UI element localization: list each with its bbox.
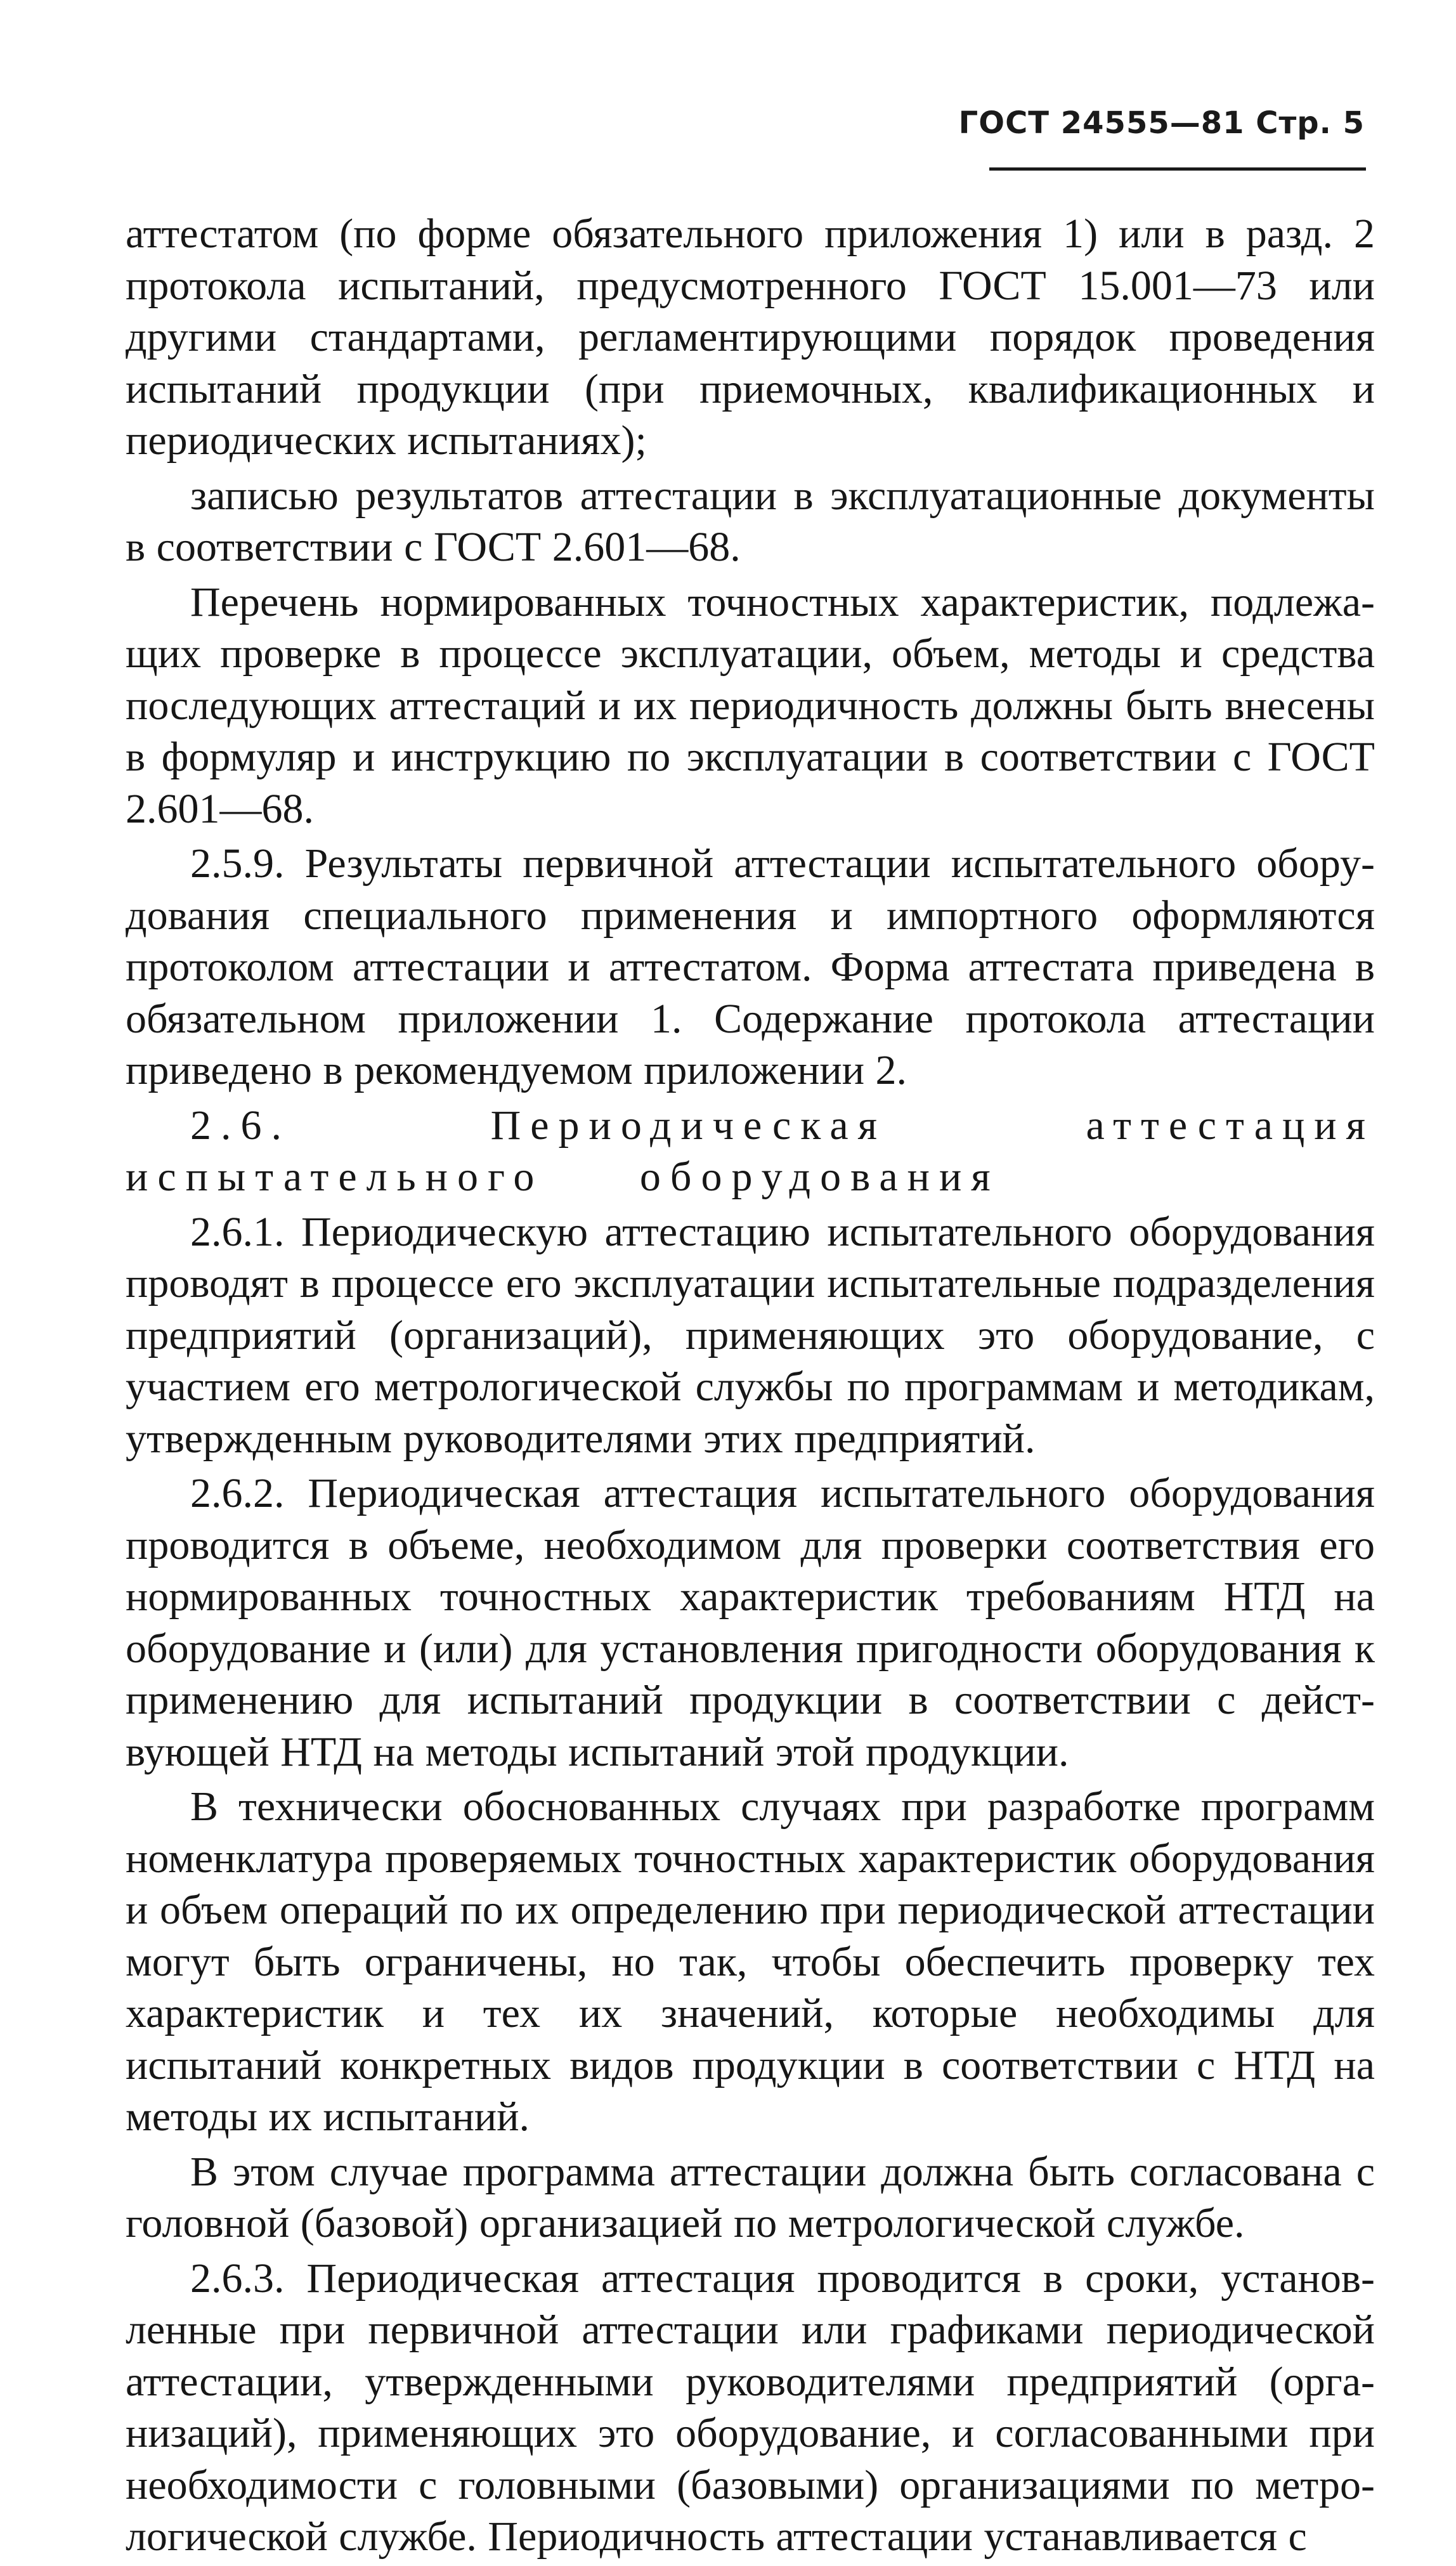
paragraph: Перечень нормированных точностных характеристик, подлежащих проверке в процессе эксплуатации, объем, методы и средства последующих аттестаций и их периодичность должны быть внесены в формуляр и инструкцию по эксплуатации в соответствии с ГОСТ 2.601—68. — [126, 578, 1375, 832]
paragraph-clause-2-5-9: 2.5.9. Результаты первичной аттестации испытательного оборудования специального применения и импортного оформляются протоколом аттестации и аттестатом. Форма аттестата приведена в обязательном приложении 1. Содержание протокола аттестации приведено в рекомендуемом приложении 2. — [126, 840, 1375, 1093]
paragraph-clause-2-6-1: 2.6.1. Периодическую аттестацию испытательного оборудования проводят в процессе его эксплуатации испытательные подразделения предприятий (организаций), применяющих это оборудование, с участием его метрологической службы по программам и методикам, утвержденным руководителями этих предприятий. — [126, 1208, 1375, 1462]
paragraph-clause-2-6-3: 2.6.3. Периодическая аттестация проводится в сроки, установленные при первичной аттестации или графиками периодической аттестации, утвержденными руководителями предприятий (организаций), применяющих это оборудование, и согласованными при необходимости с головными (базовыми) организациями по метрологической службе. Периодичность аттестации устанавливается с — [126, 2255, 1375, 2560]
section-heading-2-6: 2.6. Периодическая аттестация испытательного оборудования — [126, 1102, 1375, 1200]
paragraph-clause-2-6-2: 2.6.2. Периодическая аттестация испытательного оборудования проводится в объеме, необходимом для проверки соответствия его нормированных точностных характеристик требованиям НТД на оборудование и (или) для установления пригодности оборудования к применению для испытаний продукции в соответствии с действующей НТД на методы испытаний этой продукции. — [126, 1470, 1375, 1775]
running-header: ГОСТ 24555—81 Стр. 5 — [958, 105, 1365, 141]
paragraph: В технически обоснованных случаях при разработке программ номенклатура проверяемых точностных характеристик оборудования и объем операций по их определению при периодической аттестации могут быть ограничены, но так, чтобы обеспечить проверку тех характеристик и тех их значений, которые необходимы для испытаний конкретных видов продукции в соответствии с НТД на методы их испытаний. — [126, 1783, 1375, 2140]
header-rule — [989, 167, 1366, 171]
text-body — [126, 208, 1375, 2566]
paragraph: записью результатов аттестации в эксплуатационные документы в соответствии с ГОСТ 2.601—68. — [126, 472, 1375, 570]
paragraph: В этом случае программа аттестации должна быть согласована с головной (базовой) организацией по метрологической службе. — [126, 2148, 1375, 2246]
paragraph-continuation: аттестатом (по форме обязательного приложения 1) или в разд. 2 протокола испытаний, предусмотренного ГОСТ 15.001—73 или другими стандартами, регламентирующими порядок проведения испытаний продукции (при приемочных, квалификационных и периодических испытаниях); — [126, 211, 1375, 464]
